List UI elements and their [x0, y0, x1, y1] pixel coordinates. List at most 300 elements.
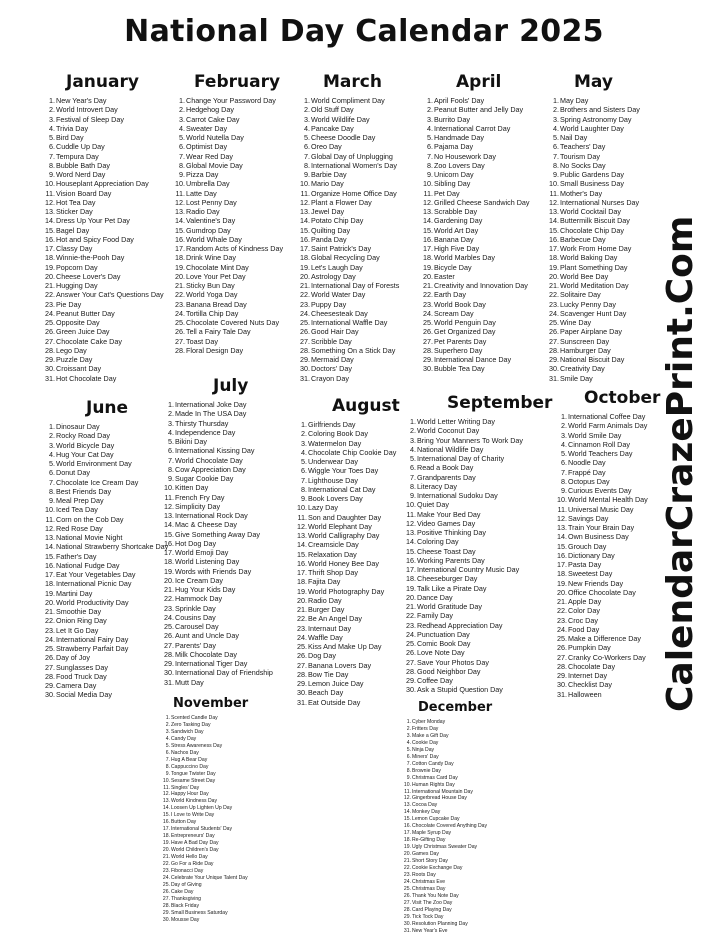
- day-item: 5.Ninja Day: [406, 746, 435, 753]
- day-item: 12.Plant a Flower Day: [300, 197, 372, 207]
- day-list: [42, 422, 168, 700]
- day-item: 15.Cheese Toast Day: [406, 546, 476, 556]
- day-item: 9.Curious Events Day: [561, 486, 632, 495]
- day-item: 7.Lighthouse Day: [301, 475, 358, 485]
- day-item: 3.Watermelon Day: [301, 438, 362, 448]
- day-item: 7.Wear Red Day: [179, 151, 234, 161]
- day-item: 25.Wine Day: [549, 318, 592, 327]
- day-item: 17.Eat Your Vegetables Day: [45, 570, 136, 579]
- day-item: 12.Video Games Day: [406, 518, 476, 528]
- day-item: 3.Spring Astronomy Day: [553, 114, 632, 124]
- day-item: 21.World Gratitude Day: [406, 602, 482, 611]
- day-item: 10.Mario Day: [300, 179, 344, 189]
- day-item: 31.Smile Day: [549, 373, 593, 383]
- day-item: 11.Pet Day: [423, 188, 460, 198]
- day-item: 27.Sunscreen Day: [549, 336, 610, 346]
- day-item: 16.World Honey Bee Day: [297, 558, 379, 568]
- day-item: 25.Chocolate Covered Nuts Day: [175, 318, 280, 327]
- day-item: 29.Internet Day: [557, 671, 608, 680]
- day-item: 18.Fajita Day: [297, 577, 341, 587]
- day-item: 18.Entrepreneurs' Day: [162, 833, 215, 840]
- day-item: 2.World Introvert Day: [49, 105, 118, 115]
- day-item: 26.Cake Day: [162, 888, 194, 895]
- day-item: 8.Brownie Day: [406, 767, 441, 774]
- day-item: 16.Hot Dog Day: [164, 538, 217, 548]
- day-item: 24.Celebrate Your Unique Talent Day: [162, 874, 248, 881]
- day-item: 12.Grilled Cheese Sandwich Day: [423, 197, 530, 207]
- day-item: 21.World Hello Day: [162, 854, 208, 861]
- day-item: 21.International Day of Forests: [300, 281, 400, 290]
- day-item: 19.Have A Bad Day Day: [162, 840, 219, 847]
- day-item: 29.Tick Tock Day: [403, 913, 444, 920]
- day-list: [402, 719, 487, 935]
- day-item: 30.International Day of Friendship: [164, 668, 273, 678]
- day-item: 31.Crayon Day: [300, 373, 349, 383]
- day-item: 30.Checklist Day: [557, 680, 612, 690]
- day-item: 12.Hot Tea Day: [45, 197, 96, 207]
- day-item: 14.Own Business Day: [557, 532, 629, 542]
- day-item: 5.Bird Day: [49, 133, 84, 142]
- day-item: 6.Read a Book Day: [410, 463, 474, 473]
- day-item: 2.Coloring Book Day: [301, 429, 368, 439]
- day-item: 2.Peanut Butter and Jelly Day: [427, 105, 524, 115]
- day-item: 19.Popcorn Day: [45, 262, 98, 272]
- day-item: 9.Pizza Day: [179, 170, 219, 179]
- day-item: 5.World Teachers Day: [561, 449, 633, 458]
- day-item: 25.Comic Book Day: [406, 639, 471, 648]
- day-item: 1.International Joke Day: [168, 400, 247, 409]
- day-item: 3.Make a Gift Day: [406, 732, 449, 739]
- day-item: 16.Button Day: [162, 819, 197, 826]
- day-list: [161, 400, 273, 687]
- day-item: 11.Organize Home Office Day: [300, 188, 397, 198]
- day-item: 14.Monkey Day: [403, 809, 441, 816]
- day-item: 30.Social Media Day: [45, 690, 112, 700]
- day-item: 29.Mermaid Day: [300, 355, 354, 364]
- day-item: 19.Bicycle Day: [423, 262, 472, 272]
- day-item: 21.Apple Day: [557, 597, 602, 606]
- day-item: 1.Change Your Password Day: [179, 96, 276, 105]
- day-item: 11.Latte Day: [175, 188, 217, 198]
- day-item: 26.Dog Day: [297, 651, 336, 661]
- day-item: 28.Card Playing Day: [403, 906, 452, 913]
- day-item: 20.Dance Day: [406, 592, 453, 602]
- day-item: 26.Thank You Note Day: [403, 892, 459, 899]
- day-item: 16.Panda Day: [300, 234, 347, 244]
- day-item: 27.Pet Parents Day: [423, 336, 487, 346]
- day-item: 5.Cheese Doodle Day: [304, 133, 376, 142]
- day-item: 17.International Students' Day: [162, 826, 233, 833]
- day-item: 10.World Mental Health Day: [557, 495, 648, 505]
- day-item: 24.Food Day: [557, 624, 600, 634]
- day-item: 2.Rocky Road Day: [49, 431, 110, 441]
- day-item: 31.Mutt Day: [164, 677, 204, 687]
- day-item: 14.Coloring Day: [406, 537, 459, 547]
- day-item: 18.World Baking Day: [549, 253, 618, 263]
- day-item: 21.Burger Day: [297, 605, 345, 614]
- day-item: 16.World Whale Day: [175, 234, 242, 244]
- day-item: 20.World Bee Day: [549, 271, 609, 281]
- day-item: 28.Lego Day: [45, 345, 87, 355]
- day-item: 21.Smoothie Day: [45, 607, 102, 616]
- day-item: 11.Son and Daughter Day: [297, 512, 382, 522]
- day-item: 26.Good Hair Day: [300, 327, 359, 337]
- day-item: 24.Cheesesteak Day: [300, 308, 368, 318]
- day-item: 25.Christmas Day: [403, 885, 446, 892]
- day-item: 22.Be An Angel Day: [297, 614, 362, 624]
- day-item: 22.Color Day: [557, 606, 600, 616]
- day-item: 8.Best Friends Day: [49, 486, 112, 496]
- day-item: 26.Tell a Fairy Tale Day: [175, 327, 251, 337]
- day-item: 19.Plant Something Day: [549, 262, 628, 272]
- day-item: 11.French Fry Day: [164, 492, 225, 502]
- day-item: 13.Scrabble Day: [423, 207, 478, 216]
- day-item: 16.Banana Day: [423, 234, 474, 244]
- day-item: 19.Martini Day: [45, 588, 93, 598]
- day-item: 12.Lost Penny Day: [175, 197, 237, 207]
- day-item: 15.Lemon Cupcake Day: [403, 816, 460, 823]
- day-item: 27.Cranky Co-Workers Day: [557, 652, 646, 662]
- day-item: 23.Internaut Day: [297, 623, 352, 633]
- day-item: 8.No Socks Day: [553, 160, 606, 170]
- day-item: 16.Barbecue Day: [549, 234, 606, 244]
- day-item: 6.Oreo Day: [304, 142, 342, 152]
- day-item: 14.Gardening Day: [423, 216, 483, 226]
- day-item: 27.Chocolate Cake Day: [45, 336, 122, 346]
- day-item: 3.World Wildlife Day: [304, 114, 370, 124]
- month-may: [546, 72, 640, 383]
- day-item: 10.Kitten Day: [164, 483, 209, 493]
- day-item: 23.Puppy Day: [300, 299, 347, 309]
- month-title: February: [194, 72, 281, 92]
- day-item: 25.Kiss And Make Up Day: [297, 642, 382, 651]
- day-item: 24.Punctuation Day: [406, 629, 470, 639]
- day-item: 22.Cookie Exchange Day: [403, 865, 463, 872]
- day-item: 23.Redhead Appreciation Day: [406, 620, 503, 630]
- day-item: 9.Word Nerd Day: [49, 170, 106, 179]
- day-item: 28.Floral Design Day: [175, 345, 244, 355]
- day-item: 24.Peanut Butter Day: [45, 308, 115, 318]
- month-january: [42, 72, 164, 383]
- day-item: 24.International Fairy Day: [45, 634, 129, 644]
- day-item: 15.I Love to Write Day: [162, 812, 215, 819]
- day-item: 5.Nail Day: [553, 133, 588, 142]
- day-list: [403, 417, 523, 695]
- day-item: 16.Chocolate Covered Anything Day: [403, 823, 488, 830]
- day-item: 15.World Art Day: [423, 225, 479, 235]
- day-item: 29.Puzzle Day: [45, 355, 93, 364]
- month-title: March: [323, 72, 382, 92]
- day-item: 14.Loosen Up Lighten Up Day: [162, 805, 233, 812]
- month-october: [554, 388, 661, 699]
- day-item: 4.Hug Your Cat Day: [49, 449, 114, 459]
- day-item: 27.Save Your Photos Day: [406, 657, 489, 667]
- day-item: 8.Cappuccino Day: [165, 763, 209, 770]
- day-item: 20.Ice Cream Day: [164, 575, 223, 585]
- day-item: 29.International Tiger Day: [164, 659, 248, 668]
- day-item: 14.Potato Chip Day: [300, 216, 364, 226]
- day-item: 1.Scented Candle Day: [165, 715, 218, 721]
- day-item: 15.Relaxation Day: [297, 549, 357, 559]
- day-list: [294, 420, 396, 707]
- day-item: 17.Classy Day: [45, 244, 93, 253]
- day-item: 17.Random Acts of Kindness Day: [175, 244, 284, 253]
- day-item: 20.Office Chocolate Day: [557, 587, 636, 597]
- day-item: 15.Father's Day: [45, 551, 97, 561]
- day-item: 4.World Laughter Day: [553, 123, 624, 133]
- day-item: 22.Answer Your Cat's Questions Day: [45, 290, 164, 300]
- day-item: 10.Human Rights Day: [403, 781, 455, 788]
- day-item: 16.Working Parents Day: [406, 555, 485, 565]
- day-item: 12.International Nurses Day: [549, 197, 640, 207]
- day-list: [297, 96, 399, 383]
- day-item: 24.Cousins Day: [164, 612, 216, 622]
- day-item: 29.Coffee Day: [406, 676, 453, 685]
- page-title: National Day Calendar 2025: [124, 14, 604, 49]
- day-item: 7.Chocolate Ice Cream Day: [49, 477, 139, 487]
- day-item: 11.Mother's Day: [549, 188, 603, 198]
- month-title: June: [86, 398, 129, 418]
- day-item: 23.Let It Go Day: [45, 625, 99, 635]
- day-item: 13.World Cocktail Day: [549, 207, 621, 216]
- day-item: 7.Global Day of Unplugging: [304, 151, 393, 161]
- day-item: 5.World Nutella Day: [179, 133, 244, 142]
- day-item: 17.Maple Syrup Day: [403, 830, 452, 837]
- day-item: 28.Good Neighbor Day: [406, 666, 481, 676]
- day-item: 15.Bagel Day: [45, 225, 90, 235]
- day-item: 16.National Fudge Day: [45, 560, 120, 570]
- day-item: 17.World Emoji Day: [164, 548, 229, 557]
- day-item: 31.New Year's Eve: [403, 927, 448, 934]
- day-item: 6.Miners' Day: [406, 753, 439, 760]
- day-item: 7.No Housework Day: [427, 151, 496, 161]
- day-item: 26.Aunt and Uncle Day: [164, 631, 239, 641]
- day-item: 2.Fritters Day: [406, 725, 439, 732]
- day-list: [161, 715, 248, 924]
- day-list: [554, 412, 648, 699]
- day-item: 5.Handmade Day: [427, 133, 484, 142]
- day-item: 23.World Book Day: [423, 299, 486, 309]
- day-item: 11.Singles' Day: [163, 784, 200, 791]
- day-item: 7.Frappé Day: [561, 467, 606, 477]
- day-item: 10.Iced Tea Day: [45, 505, 98, 515]
- day-item: 5.Stress Awareness Day: [165, 742, 223, 749]
- day-item: 5.Bikini Day: [168, 437, 207, 446]
- day-item: 29.Camera Day: [45, 681, 97, 690]
- day-item: 30.Doctors' Day: [300, 364, 352, 374]
- day-item: 7.Cotton Candy Day: [406, 760, 454, 767]
- month-title: January: [66, 72, 139, 92]
- day-item: 25.World Penguin Day: [423, 318, 496, 327]
- day-item: 25.Carousel Day: [164, 622, 219, 631]
- day-item: 20.Games Day: [403, 851, 439, 858]
- day-item: 26.Love Note Day: [406, 648, 465, 658]
- day-item: 7.Grandparents Day: [410, 472, 476, 482]
- day-item: 11.Vision Board Day: [45, 188, 112, 198]
- month-title: April: [456, 72, 502, 92]
- day-item: 7.Tempura Day: [49, 151, 99, 161]
- day-item: 13.National Movie Night: [45, 533, 123, 542]
- day-item: 10.Lazy Day: [297, 503, 338, 513]
- day-item: 8.Zoo Lovers Day: [427, 160, 485, 170]
- day-item: 22.Hammock Day: [164, 594, 223, 604]
- day-item: 18.World Marbles Day: [423, 253, 495, 263]
- day-item: 19.World Photography Day: [297, 586, 385, 596]
- day-item: 10.Sesame Street Day: [162, 777, 216, 784]
- day-item: 25.Opposite Day: [45, 318, 100, 327]
- day-item: 9.Public Gardens Day: [553, 170, 624, 179]
- day-item: 23.Croc Day: [557, 615, 598, 625]
- day-item: 5.World Environment Day: [49, 459, 132, 468]
- day-item: 1.Girlfriends Day: [301, 420, 356, 429]
- month-april: [420, 72, 529, 374]
- day-item: 15.Give Something Away Day: [164, 529, 260, 539]
- day-item: 6.Wiggle Your Toes Day: [301, 466, 379, 476]
- day-item: 13.Positive Thinking Day: [406, 528, 486, 537]
- day-item: 7.World Chocolate Day: [168, 455, 243, 465]
- day-item: 20.World Children's Day: [162, 847, 219, 854]
- day-item: 3.Festival of Sleep Day: [49, 114, 124, 124]
- day-item: 13.World Kindness Day: [162, 798, 218, 805]
- day-item: 1.New Year's Day: [49, 96, 107, 105]
- day-item: 26.Green Juice Day: [45, 327, 110, 337]
- day-item: 4.Pancake Day: [304, 123, 354, 133]
- day-item: 17.Pasta Day: [557, 560, 602, 569]
- day-item: 21.Hugging Day: [45, 281, 98, 290]
- day-item: 3.Carrot Cake Day: [179, 114, 240, 124]
- day-item: 19.Let's Laugh Day: [300, 262, 363, 272]
- day-item: 28.Hamburger Day: [549, 345, 611, 355]
- day-item: 3.Thirsty Thursday: [168, 418, 229, 428]
- day-item: 2.Made In The USA Day: [168, 409, 247, 419]
- month-title: December: [418, 700, 493, 715]
- day-item: 1.Dinosaur Day: [49, 422, 100, 431]
- day-item: 10.Houseplant Appreciation Day: [45, 179, 149, 189]
- day-item: 18.Sweetest Day: [557, 569, 613, 579]
- day-item: 3.World Smile Day: [561, 430, 622, 440]
- day-item: 19.Ugly Christmas Sweater Day: [403, 844, 478, 851]
- day-item: 12.Happy Hour Day: [162, 791, 209, 798]
- day-item: 9.Christmas Card Day: [406, 774, 458, 781]
- day-item: 13.International Rock Day: [164, 511, 248, 520]
- day-item: 18.International Picnic Day: [45, 579, 132, 589]
- day-item: 30.Beach Day: [297, 688, 344, 698]
- day-item: 28.Superhero Day: [423, 345, 483, 355]
- day-item: 10.Umbrella Day: [175, 179, 230, 189]
- day-item: 24.Waffle Day: [297, 632, 343, 642]
- day-item: 9.Meal Prep Day: [49, 496, 104, 505]
- day-item: 1.World Letter Writing Day: [410, 417, 496, 426]
- day-item: 27.Banana Lovers Day: [297, 660, 372, 670]
- day-item: 23.Fibonacci Day: [162, 867, 204, 874]
- day-item: 22.Earth Day: [423, 290, 466, 300]
- day-item: 12.Gingerbread House Day: [403, 795, 467, 802]
- day-item: 22.World Yoga Day: [175, 290, 238, 300]
- day-item: 5.Underwear Day: [301, 457, 358, 466]
- day-item: 6.Cuddle Up Day: [49, 142, 105, 152]
- day-item: 30.Ask a Stupid Question Day: [406, 685, 503, 695]
- day-item: 4.Candy Day: [165, 735, 197, 742]
- day-item: 9.Barbie Day: [304, 170, 347, 179]
- day-item: 12.Red Rose Day: [45, 523, 103, 533]
- day-item: 13.Jewel Day: [300, 207, 345, 216]
- day-item: 14.Dress Up Your Pet Day: [45, 216, 130, 226]
- day-item: 15.Gumdrop Day: [175, 225, 231, 235]
- day-item: 13.Train Your Brain Day: [557, 523, 635, 532]
- day-item: 3.World Bicycle Day: [49, 440, 115, 450]
- day-item: 3.Sandwich Day: [165, 728, 204, 735]
- day-item: 26.Day of Joy: [45, 653, 90, 663]
- day-item: 16.Dictionary Day: [557, 550, 615, 560]
- day-item: 18.Global Recycling Day: [300, 253, 380, 263]
- day-item: 18.Winnie-the-Pooh Day: [45, 253, 125, 263]
- day-item: 11.Corn on the Cob Day: [45, 514, 124, 524]
- day-item: 1.May Day: [553, 96, 589, 105]
- day-item: 21.Creativity and Innovation Day: [423, 281, 528, 290]
- day-item: 22.Solitaire Day: [549, 290, 601, 300]
- day-item: 22.Onion Ring Day: [45, 616, 107, 626]
- month-november: [161, 696, 248, 924]
- day-item: 30.Resolution Planning Day: [403, 920, 468, 927]
- month-september: [403, 393, 553, 695]
- day-item: 4.Cookie Day: [406, 739, 439, 746]
- day-item: 6.International Kissing Day: [168, 446, 255, 456]
- day-item: 15.Quilting Day: [300, 225, 351, 235]
- day-item: 2.Hedgehog Day: [179, 105, 234, 115]
- day-item: 21.Short Story Day: [403, 858, 448, 865]
- day-item: 20.Easter: [423, 271, 455, 281]
- day-item: 3.Bring Your Manners To Work Day: [410, 435, 523, 445]
- day-item: 21.Hug Your Kids Day: [164, 585, 236, 594]
- day-item: 8.International Cat Day: [301, 484, 376, 494]
- day-item: 27.Visit The Zoo Day: [403, 899, 453, 906]
- day-item: 9.International Sudoku Day: [410, 491, 498, 500]
- day-item: 29.Small Business Saturday: [162, 909, 228, 916]
- day-item: 27.Sunglasses Day: [45, 662, 108, 672]
- month-title: October: [584, 388, 661, 408]
- day-list: [42, 96, 164, 383]
- month-august: [294, 396, 400, 707]
- day-item: 25.Day of Giving: [162, 881, 202, 888]
- day-item: 28.Milk Chocolate Day: [164, 649, 237, 659]
- month-title: September: [447, 393, 553, 413]
- day-item: 17.Thrift Shop Day: [297, 568, 358, 577]
- day-item: 21.World Meditation Day: [549, 281, 629, 290]
- day-item: 22.Family Day: [406, 611, 453, 621]
- day-item: 2.Old Stuff Day: [304, 105, 354, 115]
- day-item: 24.Scream Day: [423, 308, 474, 318]
- day-item: 22.World Water Day: [300, 290, 366, 300]
- day-item: 20.Love Your Pet Day: [175, 271, 246, 281]
- day-item: 14.Creamsicle Day: [297, 540, 359, 550]
- day-item: 17.Work From Home Day: [549, 244, 632, 253]
- day-item: 30.Croissant Day: [45, 364, 102, 374]
- day-item: 13.Radio Day: [175, 207, 220, 216]
- day-item: 11.International Mountain Day: [404, 788, 473, 795]
- day-item: 28.Something On a Stick Day: [300, 345, 396, 355]
- day-item: 12.Simplicity Day: [164, 501, 221, 511]
- watermark-text: CalendarCrazePrint.Com: [660, 215, 701, 712]
- day-item: 2.Brothers and Sisters Day: [553, 105, 640, 115]
- day-item: 17.Saint Patrick's Day: [300, 244, 372, 253]
- day-item: 3.Burrito Day: [427, 114, 470, 124]
- day-item: 4.National Wildlife Day: [410, 444, 484, 454]
- day-item: 31.Halloween: [557, 689, 602, 699]
- day-item: 19.Chocolate Mint Day: [175, 262, 249, 272]
- day-item: 4.Independence Day: [168, 427, 236, 437]
- day-item: 4.Sweater Day: [179, 123, 228, 133]
- day-item: 18.Cheeseburger Day: [406, 574, 478, 584]
